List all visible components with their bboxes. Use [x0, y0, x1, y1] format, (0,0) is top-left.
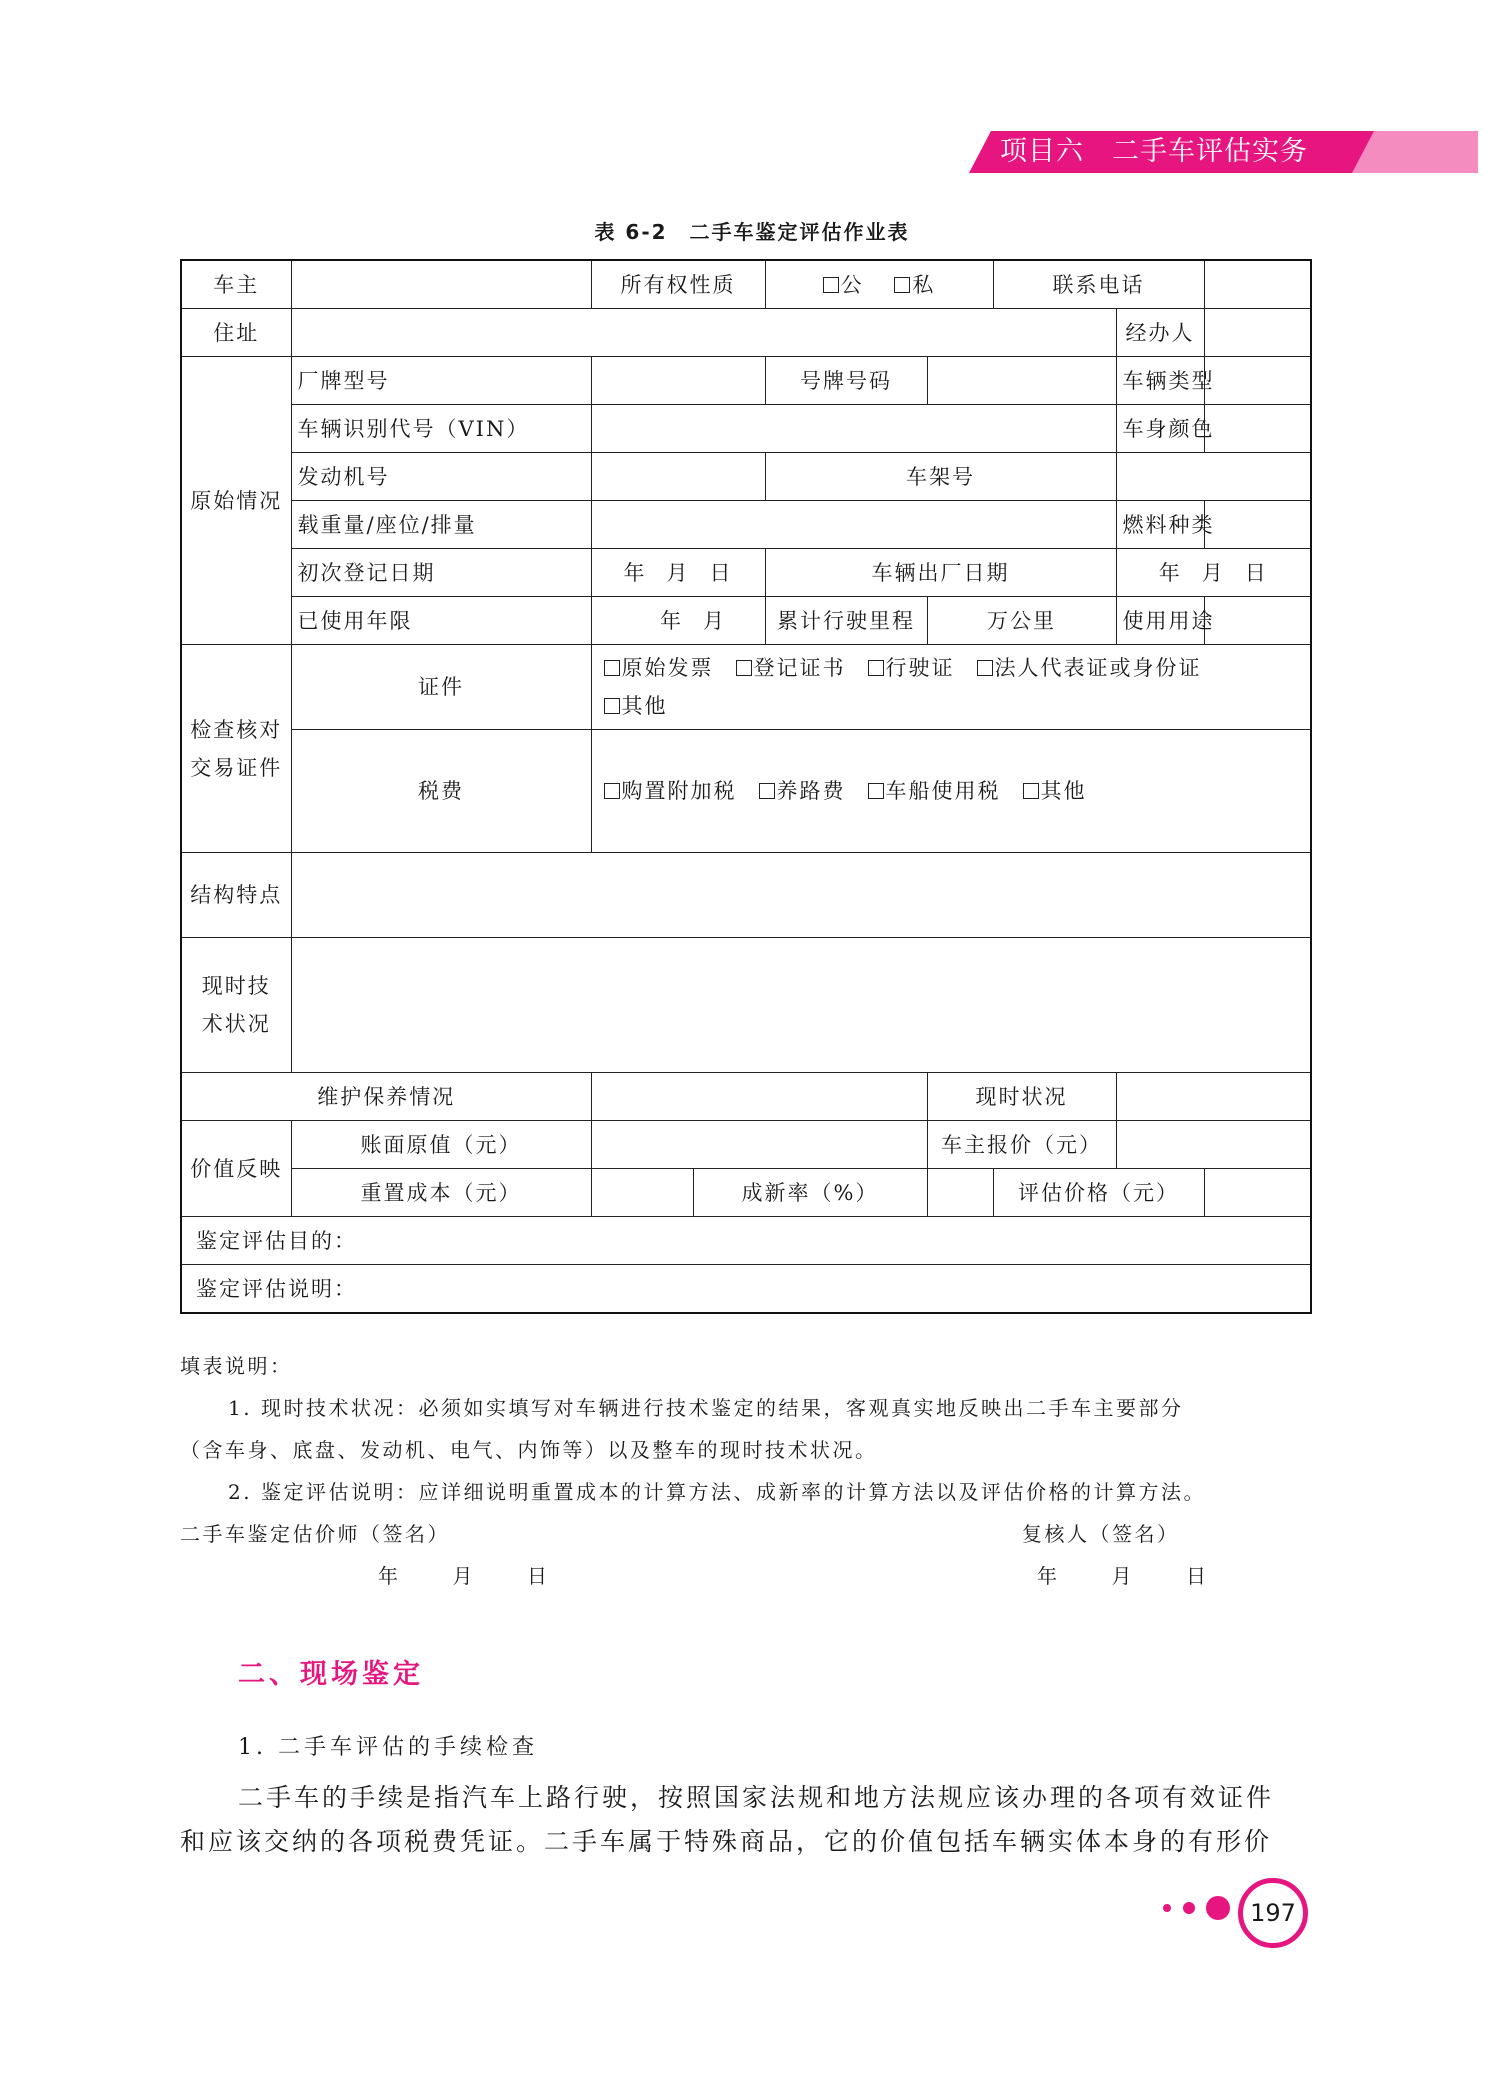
checkbox-icon[interactable] — [823, 277, 839, 293]
handler-label: 经办人 — [1116, 309, 1204, 357]
usage-field[interactable] — [1204, 597, 1311, 645]
paragraph-line-2: 和应该交纳的各项税费凭证。二手车属于特殊商品，它的价值包括车辆实体本身的有形价 — [180, 1827, 1273, 1856]
ownership-label: 所有权性质 — [591, 260, 765, 309]
handler-field[interactable] — [1204, 309, 1311, 357]
checkbox-icon[interactable] — [604, 660, 620, 676]
value-section-label: 价值反映 — [181, 1121, 291, 1217]
notes-item-2: 2. 鉴定评估说明：应详细说明重置成本的计算方法、成新率的计算方法以及评估价格的计算方法。 — [228, 1480, 1206, 1504]
decor-dot-medium — [1183, 1902, 1195, 1914]
phone-label: 联系电话 — [993, 260, 1204, 309]
tax-options — [591, 730, 1311, 853]
owner-label: 车主 — [181, 260, 291, 309]
checkbox-icon[interactable] — [604, 783, 620, 799]
ownership-private-option[interactable]: 私 — [894, 266, 935, 304]
vehicle-type-field[interactable] — [1204, 357, 1311, 405]
decor-dot-large — [1206, 1896, 1230, 1920]
replacement-cost-field[interactable] — [591, 1169, 693, 1217]
used-years-label: 已使用年限 — [291, 597, 591, 645]
paragraph-line-1: 二手车的手续是指汽车上路行驶，按照国家法规和地方法规应该办理的各项有效证件 — [238, 1783, 1275, 1812]
checkbox-icon[interactable] — [759, 783, 775, 799]
notes-title: 填表说明： — [180, 1354, 293, 1378]
body-color-label: 车身颜色 — [1116, 405, 1204, 453]
tax-label: 税费 — [291, 730, 591, 853]
fuel-field[interactable] — [1204, 501, 1311, 549]
frame-no-field[interactable] — [1116, 453, 1311, 501]
docs-option-registration[interactable]: 登记证书 — [736, 649, 846, 687]
original-section-label: 原始情况 — [181, 357, 291, 645]
docs-options — [591, 645, 1311, 730]
docs-label: 证件 — [291, 645, 591, 730]
load-field[interactable] — [591, 501, 1116, 549]
vin-label: 车辆识别代号（VIN） — [291, 405, 591, 453]
tax-option-road[interactable]: 养路费 — [759, 772, 846, 810]
checkbox-icon[interactable] — [868, 783, 884, 799]
purpose-row[interactable] — [181, 1217, 1311, 1265]
checkbox-icon[interactable] — [736, 660, 752, 676]
section-heading: 二、现场鉴定 — [238, 1659, 424, 1690]
phone-field[interactable] — [1204, 260, 1311, 309]
assessment-form-table — [180, 259, 1312, 1314]
tech-status-field[interactable] — [291, 938, 1311, 1073]
explanation-row[interactable] — [181, 1265, 1311, 1314]
structure-label: 结构特点 — [181, 853, 291, 938]
current-status-field[interactable] — [1116, 1073, 1311, 1121]
plate-label: 号牌号码 — [765, 357, 927, 405]
address-label: 住址 — [181, 309, 291, 357]
maintenance-label: 维护保养情况 — [181, 1073, 591, 1121]
owner-field[interactable] — [291, 260, 591, 309]
mileage-label: 累计行驶里程 — [765, 597, 927, 645]
section-subheading: 1. 二手车评估的手续检查 — [238, 1735, 538, 1760]
brand-model-label: 厂牌型号 — [291, 357, 591, 405]
notes-item-1-line-2: （含车身、底盘、发动机、电气、内饰等）以及整车的现时技术状况。 — [180, 1438, 878, 1462]
first-reg-label: 初次登记日期 — [291, 549, 591, 597]
checkbox-icon[interactable] — [977, 660, 993, 676]
book-value-field[interactable] — [591, 1121, 927, 1169]
address-field[interactable] — [291, 309, 1116, 357]
mileage-field[interactable]: 万公里 — [927, 597, 1116, 645]
reviewer-signature: 复核人（签名） — [1022, 1522, 1180, 1546]
engine-no-label: 发动机号 — [291, 453, 591, 501]
vehicle-type-label: 车辆类型 — [1116, 357, 1204, 405]
checkbox-icon[interactable] — [868, 660, 884, 676]
factory-date-label: 车辆出厂日期 — [765, 549, 1116, 597]
docs-option-invoice[interactable]: 原始发票 — [604, 649, 714, 687]
first-reg-date-field[interactable]: 年 月 日 — [591, 549, 765, 597]
tax-option-other[interactable]: 其他 — [1023, 772, 1087, 810]
owner-quote-field[interactable] — [1116, 1121, 1311, 1169]
header-title: 项目六 二手车评估实务 — [1000, 136, 1308, 167]
vin-field[interactable] — [591, 405, 1116, 453]
check-docs-section-label: 检查核对交易证件 — [181, 645, 291, 853]
current-status-label: 现时状况 — [927, 1073, 1116, 1121]
body-color-field[interactable] — [1204, 405, 1311, 453]
decor-dot-small — [1163, 1904, 1171, 1912]
frame-no-label: 车架号 — [765, 453, 1116, 501]
newness-rate-field[interactable] — [927, 1169, 993, 1217]
docs-option-driving-license[interactable]: 行驶证 — [868, 649, 955, 687]
newness-rate-label: 成新率（%） — [693, 1169, 927, 1217]
table-caption: 表 6-2 二手车鉴定评估作业表 — [594, 220, 910, 244]
page-number: 197 — [1238, 1878, 1308, 1948]
maintenance-field[interactable] — [591, 1073, 927, 1121]
replacement-cost-label: 重置成本（元） — [291, 1169, 591, 1217]
assessed-price-field[interactable] — [1204, 1169, 1311, 1217]
brand-model-field[interactable] — [591, 357, 765, 405]
ownership-options — [765, 260, 993, 309]
tech-status-label: 现时技术状况 — [181, 938, 291, 1073]
checkbox-icon[interactable] — [604, 698, 620, 714]
docs-option-other[interactable]: 其他 — [604, 687, 668, 725]
book-value-label: 账面原值（元） — [291, 1121, 591, 1169]
header-banner-tail — [1352, 131, 1478, 173]
tax-option-vessel[interactable]: 车船使用税 — [868, 772, 1001, 810]
used-years-field[interactable]: 年 月 — [591, 597, 765, 645]
ownership-public-option[interactable]: 公 — [823, 266, 864, 304]
factory-date-field[interactable]: 年 月 日 — [1116, 549, 1311, 597]
fuel-label: 燃料种类 — [1116, 501, 1204, 549]
checkbox-icon[interactable] — [1023, 783, 1039, 799]
assessor-signature: 二手车鉴定估价师（签名） — [180, 1522, 450, 1546]
tax-option-purchase[interactable]: 购置附加税 — [604, 772, 737, 810]
assessed-price-label: 评估价格（元） — [993, 1169, 1204, 1217]
explanation-label: 鉴定评估说明： — [196, 1276, 357, 1301]
engine-no-field[interactable] — [591, 453, 765, 501]
structure-field[interactable] — [291, 853, 1311, 938]
assessor-date: 年 月 日 — [378, 1564, 550, 1588]
notes-item-1-line-1: 1. 现时技术状况：必须如实填写对车辆进行技术鉴定的结果，客观真实地反映出二手车主要部分 — [228, 1396, 1184, 1420]
checkbox-icon[interactable] — [894, 277, 910, 293]
purpose-label: 鉴定评估目的： — [196, 1228, 357, 1253]
owner-quote-label: 车主报价（元） — [927, 1121, 1116, 1169]
load-label: 载重量/座位/排量 — [291, 501, 591, 549]
plate-field[interactable] — [927, 357, 1116, 405]
docs-option-id[interactable]: 法人代表证或身份证 — [977, 649, 1202, 687]
usage-label: 使用用途 — [1116, 597, 1204, 645]
reviewer-date: 年 月 日 — [1037, 1564, 1209, 1588]
